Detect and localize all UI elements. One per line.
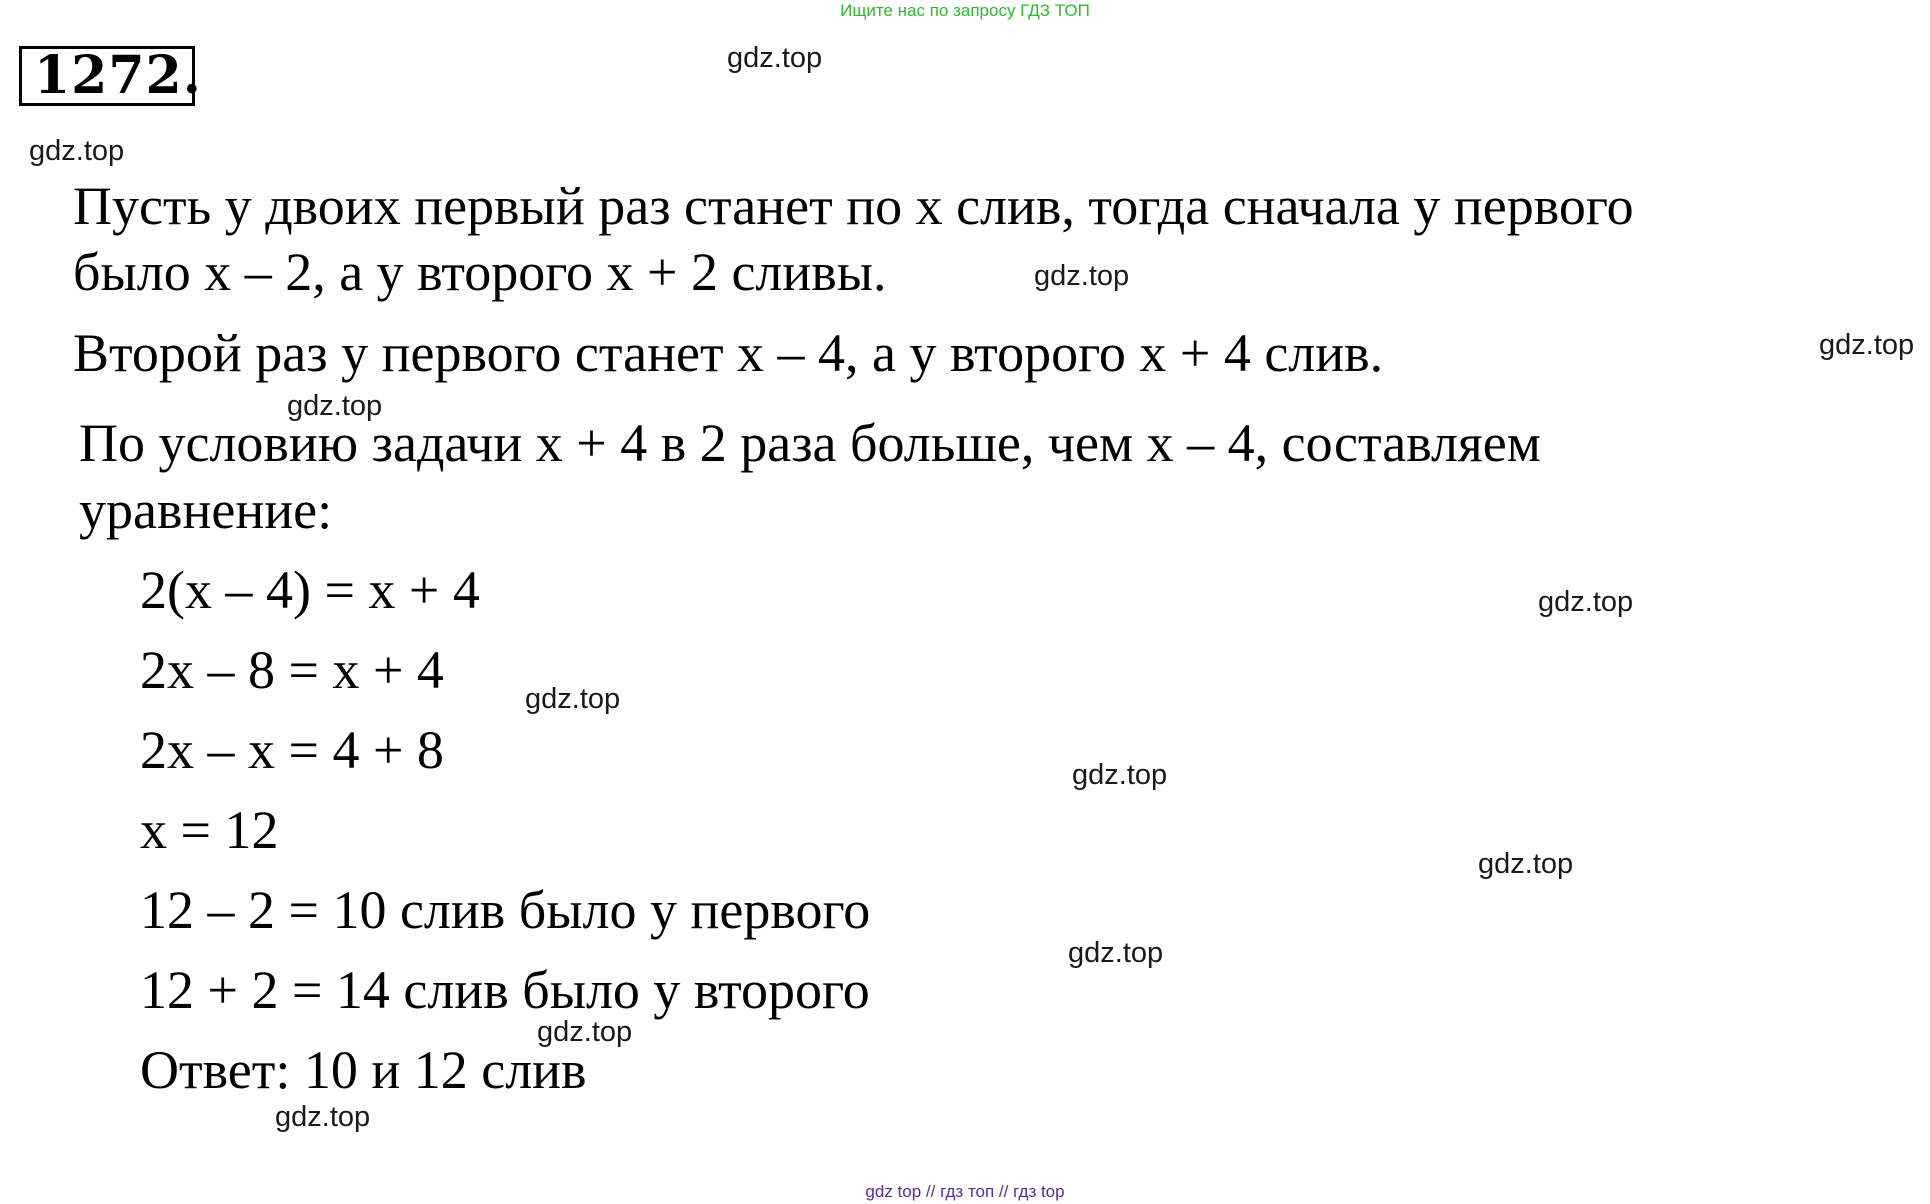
- watermark: gdz.top: [1034, 260, 1130, 292]
- paragraph-line: Второй раз у первого станет х – 4, а у второго х + 4 слив.: [73, 323, 1384, 383]
- watermark: gdz.top: [537, 1016, 633, 1048]
- watermark: gdz.top: [1538, 586, 1634, 618]
- bottom-banner-link[interactable]: gdz top // гдз топ // гдз top: [865, 1182, 1065, 1201]
- paragraph-line: было х – 2, а у второго х + 2 сливы.: [73, 242, 887, 302]
- answer-line: Ответ: 10 и 12 слив: [140, 1040, 587, 1100]
- paragraph-line: По условию задачи х + 4 в 2 раза больше, чем х – 4, составляем: [79, 413, 1541, 473]
- equation-line: 2х – х = 4 + 8: [140, 720, 444, 780]
- watermark: gdz.top: [275, 1101, 371, 1133]
- watermark: gdz.top: [1072, 759, 1168, 791]
- watermark: gdz.top: [525, 683, 621, 715]
- watermark: gdz.top: [727, 42, 823, 74]
- equation-line: 2х – 8 = х + 4: [140, 640, 444, 700]
- watermark: gdz.top: [1478, 848, 1574, 880]
- watermark: gdz.top: [29, 135, 125, 167]
- paragraph-line: уравнение:: [79, 480, 333, 540]
- equation-line: 12 + 2 = 14 слив было у второго: [140, 960, 870, 1020]
- watermark: gdz.top: [1819, 329, 1915, 361]
- paragraph-line: Пусть у двоих первый раз станет по х слив, тогда сначала у первого: [73, 176, 1634, 236]
- top-banner-link[interactable]: Ищите нас по запросу ГДЗ ТОП: [840, 1, 1090, 20]
- watermark: gdz.top: [287, 390, 383, 422]
- watermark: gdz.top: [1068, 937, 1164, 969]
- task-number: 1272.: [19, 46, 195, 106]
- equation-line: 2(х – 4) = х + 4: [140, 560, 480, 620]
- equation-line: х = 12: [140, 800, 279, 860]
- equation-line: 12 – 2 = 10 слив было у первого: [140, 880, 871, 940]
